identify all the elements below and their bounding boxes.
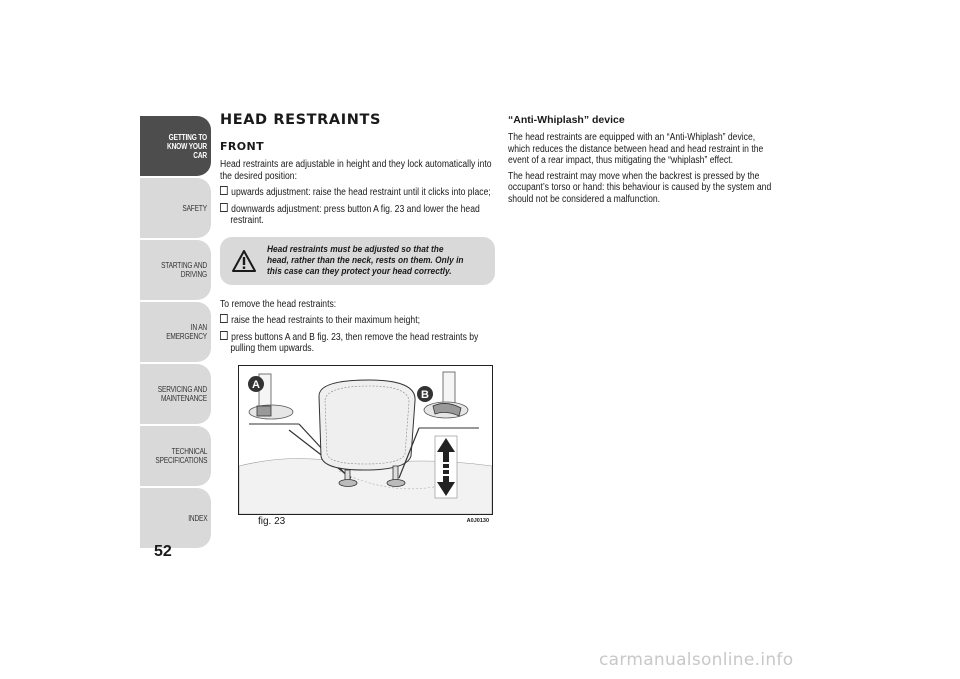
callout-a: A — [252, 378, 260, 391]
checkbox-bullet-icon — [220, 314, 228, 323]
figure-frame — [238, 365, 493, 515]
figure-caption: fig. 23 — [258, 515, 286, 527]
tab-label: SAFETY — [182, 203, 207, 213]
tab-safety[interactable] — [140, 178, 211, 238]
tab-label: TECHNICAL SPECIFICATIONS — [155, 447, 207, 465]
subsection-title: FRONT — [220, 140, 265, 153]
checkbox-bullet-icon — [220, 186, 228, 195]
chapter-nav — [140, 116, 211, 550]
anti-whiplash-section — [508, 114, 778, 209]
tab-label: STARTING AND DRIVING — [161, 261, 207, 279]
anti-whiplash-paragraph-1: The head restraints are equipped with an “Anti-Whiplash” device, which reduces the distance between head and head restraint in the event of a rear impact, thus mitigating the “whiplash” effect. — [508, 132, 764, 166]
tab-index[interactable] — [140, 488, 211, 548]
list-item — [220, 314, 505, 327]
up-down-arrow-icon — [435, 436, 457, 498]
warning-box — [220, 237, 495, 285]
watermark-text: carmanualsonline.info — [599, 650, 794, 670]
checkbox-bullet-icon — [220, 331, 228, 340]
section-title: HEAD RESTRAINTS — [220, 112, 382, 128]
figure-code: A0J0130 — [466, 517, 489, 524]
intro-paragraph: Head restraints are adjustable in height and they lock automatically into the desired position: — [220, 159, 492, 182]
tab-label: SERVICING AND MAINTENANCE — [157, 385, 207, 403]
list-item — [220, 186, 505, 199]
figure-23 — [238, 365, 493, 527]
callout-b: B — [421, 388, 429, 401]
head-restraints-section — [220, 112, 495, 527]
warning-triangle-icon — [220, 250, 267, 272]
tab-label: INDEX — [187, 513, 207, 523]
remove-intro: To remove the head restraints: — [220, 298, 337, 310]
tab-getting-to-know-your-car[interactable] — [140, 116, 211, 176]
list-item — [220, 203, 505, 227]
tab-in-an-emergency[interactable] — [140, 302, 211, 362]
page-number: 52 — [154, 543, 172, 560]
tab-servicing-and-maintenance[interactable] — [140, 364, 211, 424]
list-item-text: upwards adjustment: raise the head restraint until it clicks into place; — [231, 187, 491, 198]
list-item — [220, 331, 505, 355]
checkbox-bullet-icon — [220, 203, 228, 212]
warning-text: Head restraints must be adjusted so that the head, rather than the neck, rests on them. Only in this case can they protect your head correctly. — [267, 244, 464, 277]
tab-technical-specifications[interactable] — [140, 426, 211, 486]
tab-starting-and-driving[interactable] — [140, 240, 211, 300]
tab-label: IN AN EMERGENCY — [166, 323, 207, 341]
anti-whiplash-title: “Anti-Whiplash” device — [508, 114, 625, 126]
head-restraint-illustration — [239, 366, 492, 514]
list-item-text: raise the head restraints to their maximum height; — [231, 315, 420, 326]
list-item-text: press buttons A and B fig. 23, then remove the head restraints by pulling them upwards. — [230, 331, 479, 354]
tab-label: GETTING TO KNOW YOUR CAR — [167, 132, 207, 160]
anti-whiplash-paragraph-2: The head restraint may move when the backrest is pressed by the occupant’s torso or hand: this behaviour is caused by the system and should not be considered a malfunction. — [508, 170, 772, 205]
list-item-text: downwards adjustment: press button A fig. 23 and lower the head restraint. — [230, 203, 480, 226]
